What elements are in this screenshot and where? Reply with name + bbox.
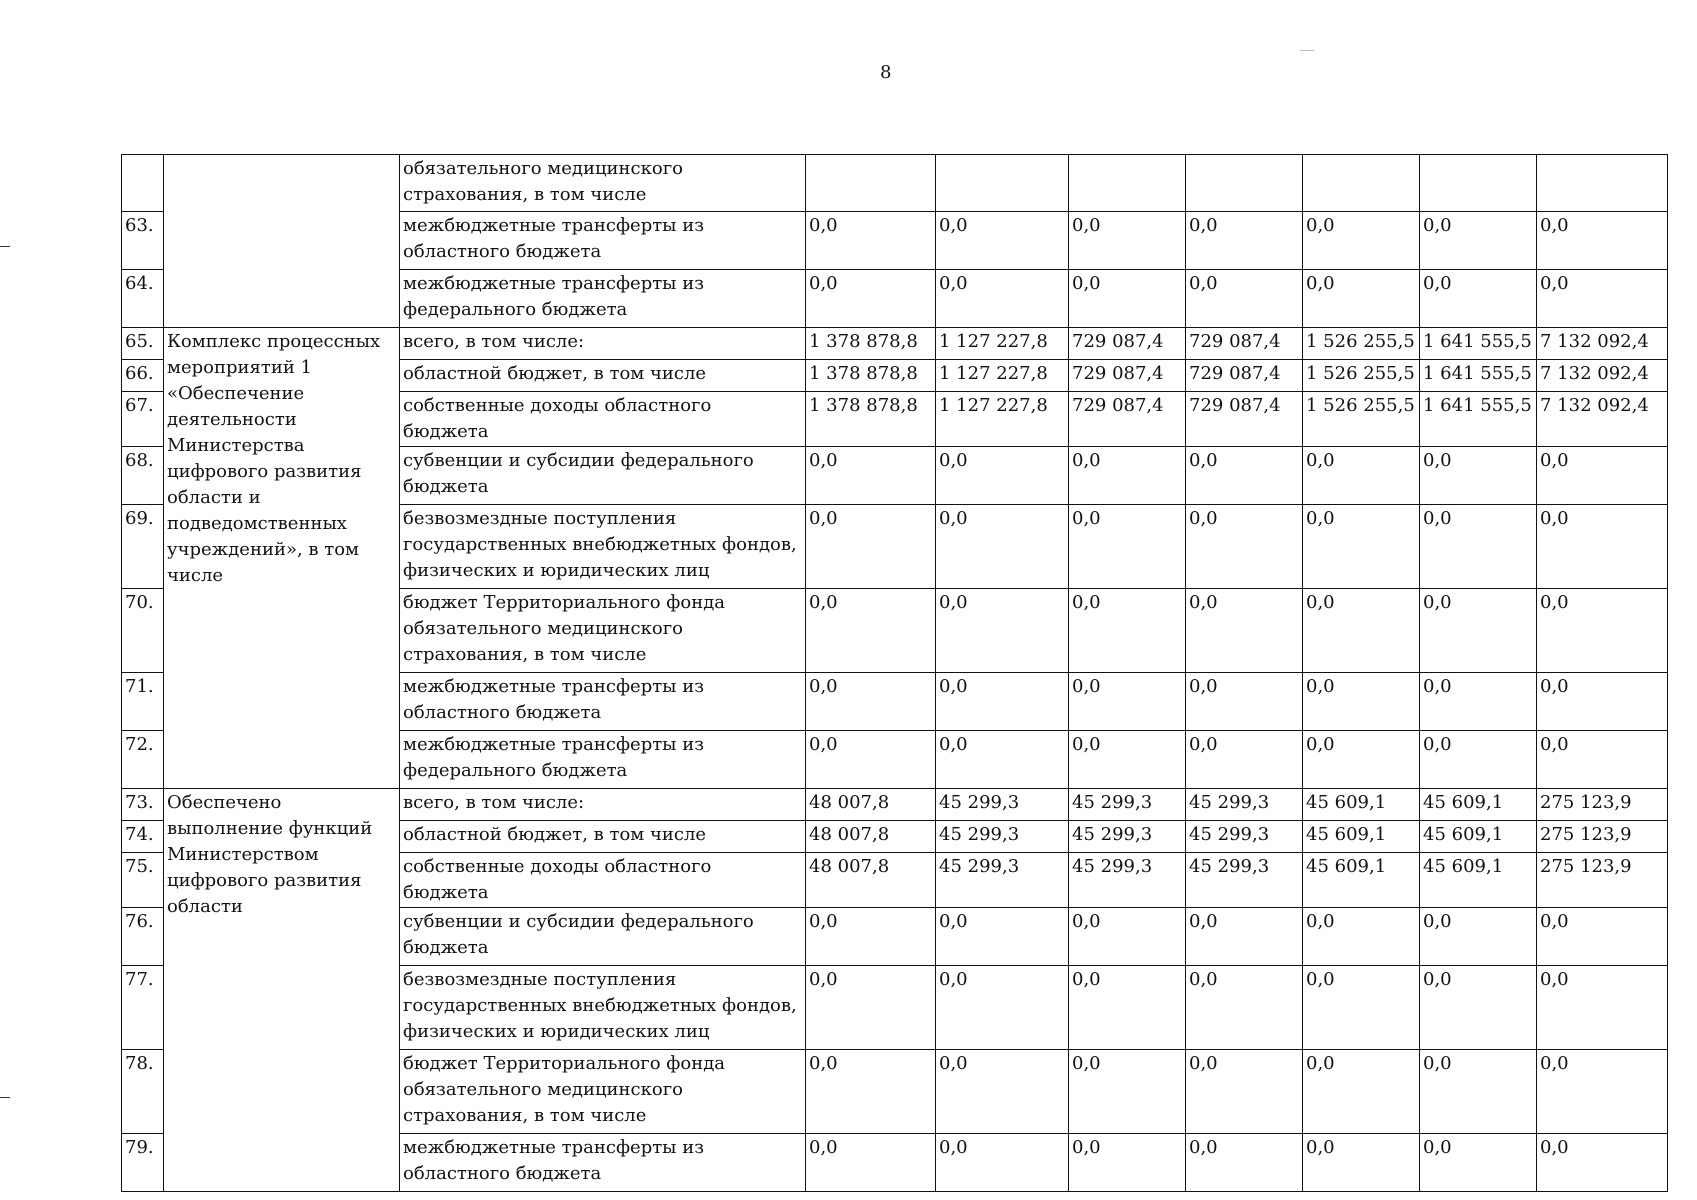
amount-cell: 0,0 [1303, 1134, 1420, 1192]
amount-cell: 45 299,3 [1186, 789, 1303, 821]
amount-cell: 0,0 [806, 908, 936, 966]
amount-cell: 45 609,1 [1420, 789, 1537, 821]
amount-cell: 0,0 [1186, 1134, 1303, 1192]
row-number: 65. [122, 328, 164, 360]
amount-cell: 0,0 [806, 966, 936, 1050]
amount-cell: 1 127 227,8 [936, 360, 1069, 392]
funding-source-label: областной бюджет, в том числе [400, 821, 806, 853]
amount-cell: 45 609,1 [1303, 853, 1420, 908]
row-number: 63. [122, 212, 164, 270]
amount-cell [1420, 155, 1537, 212]
row-number: 74. [122, 821, 164, 853]
amount-cell: 0,0 [1186, 505, 1303, 589]
amount-cell: 0,0 [1303, 212, 1420, 270]
row-number: 70. [122, 589, 164, 673]
amount-cell: 0,0 [1069, 505, 1186, 589]
amount-cell: 0,0 [936, 212, 1069, 270]
amount-cell [806, 155, 936, 212]
amount-cell: 45 609,1 [1303, 789, 1420, 821]
funding-source-label: бюджет Территориального фонда обязательного медицинского страхования, в том числе [400, 1050, 806, 1134]
amount-cell: 1 127 227,8 [936, 392, 1069, 447]
amount-cell: 1 526 255,5 [1303, 392, 1420, 447]
amount-cell: 729 087,4 [1186, 328, 1303, 360]
funding-source-label: субвенции и субсидии федерального бюджета [400, 908, 806, 966]
amount-cell: 0,0 [806, 673, 936, 731]
amount-cell: 275 123,9 [1537, 853, 1668, 908]
budget-table [121, 154, 1668, 1192]
funding-source-label: межбюджетные трансферты из областного бюджета [400, 673, 806, 731]
amount-cell: 0,0 [806, 270, 936, 328]
amount-cell: 0,0 [1303, 447, 1420, 505]
amount-cell: 0,0 [1186, 1050, 1303, 1134]
amount-cell: 0,0 [806, 1134, 936, 1192]
amount-cell: 0,0 [1303, 731, 1420, 789]
amount-cell [1537, 155, 1668, 212]
row-number: 68. [122, 447, 164, 505]
group-title: Обеспечено выполнение функций Министерством цифрового развития области [164, 789, 400, 1192]
amount-cell: 1 378 878,8 [806, 392, 936, 447]
amount-cell: 0,0 [1186, 270, 1303, 328]
amount-cell [1186, 155, 1303, 212]
amount-cell: 1 378 878,8 [806, 328, 936, 360]
amount-cell: 0,0 [1537, 505, 1668, 589]
amount-cell: 0,0 [1069, 966, 1186, 1050]
amount-cell: 45 299,3 [1069, 821, 1186, 853]
group-title: Комплекс процессных мероприятий 1 «Обеспечение деятельности Министерства цифрового развития области и подведомственных учреждений», в том числе [164, 328, 400, 789]
amount-cell: 45 299,3 [1186, 821, 1303, 853]
funding-source-label: всего, в том числе: [400, 789, 806, 821]
row-number: 67. [122, 392, 164, 447]
page-number: 8 [880, 62, 892, 83]
row-number [122, 155, 164, 212]
amount-cell: 0,0 [936, 731, 1069, 789]
funding-source-label: межбюджетные трансферты из областного бюджета [400, 212, 806, 270]
amount-cell: 0,0 [1186, 447, 1303, 505]
amount-cell [1303, 155, 1420, 212]
funding-source-label: обязательного медицинского страхования, в том числе [400, 155, 806, 212]
table-row [122, 789, 1668, 821]
amount-cell: 45 299,3 [1186, 853, 1303, 908]
amount-cell: 48 007,8 [806, 853, 936, 908]
amount-cell: 0,0 [806, 731, 936, 789]
amount-cell: 1 641 555,5 [1420, 328, 1537, 360]
row-number: 75. [122, 853, 164, 908]
amount-cell: 0,0 [1537, 1050, 1668, 1134]
amount-cell: 0,0 [1420, 673, 1537, 731]
amount-cell: 0,0 [1069, 1050, 1186, 1134]
amount-cell: 0,0 [1186, 966, 1303, 1050]
amount-cell: 0,0 [1420, 1134, 1537, 1192]
amount-cell: 729 087,4 [1186, 392, 1303, 447]
amount-cell: 0,0 [1537, 731, 1668, 789]
amount-cell: 0,0 [936, 270, 1069, 328]
amount-cell: 0,0 [936, 673, 1069, 731]
amount-cell: 0,0 [1420, 731, 1537, 789]
amount-cell: 0,0 [1537, 212, 1668, 270]
funding-source-label: субвенции и субсидии федерального бюджета [400, 447, 806, 505]
amount-cell: 0,0 [1537, 270, 1668, 328]
margin-mark-top [0, 246, 10, 247]
row-number: 79. [122, 1134, 164, 1192]
amount-cell: 0,0 [1069, 908, 1186, 966]
amount-cell: 0,0 [1537, 589, 1668, 673]
amount-cell: 7 132 092,4 [1537, 392, 1668, 447]
corner-mark [1300, 50, 1314, 51]
funding-source-label: собственные доходы областного бюджета [400, 392, 806, 447]
amount-cell: 7 132 092,4 [1537, 328, 1668, 360]
amount-cell: 0,0 [1186, 731, 1303, 789]
amount-cell: 0,0 [1537, 966, 1668, 1050]
table-row [122, 328, 1668, 360]
amount-cell: 0,0 [1186, 212, 1303, 270]
amount-cell: 45 609,1 [1420, 853, 1537, 908]
amount-cell: 45 299,3 [936, 789, 1069, 821]
amount-cell: 0,0 [1537, 1134, 1668, 1192]
amount-cell: 0,0 [1303, 589, 1420, 673]
amount-cell: 0,0 [1420, 505, 1537, 589]
amount-cell: 0,0 [936, 1134, 1069, 1192]
amount-cell: 0,0 [1069, 673, 1186, 731]
row-number: 76. [122, 908, 164, 966]
amount-cell: 0,0 [1303, 908, 1420, 966]
amount-cell: 0,0 [1537, 673, 1668, 731]
amount-cell: 729 087,4 [1186, 360, 1303, 392]
amount-cell: 1 641 555,5 [1420, 360, 1537, 392]
amount-cell: 0,0 [1069, 212, 1186, 270]
amount-cell: 0,0 [936, 908, 1069, 966]
row-number: 71. [122, 673, 164, 731]
funding-source-label: межбюджетные трансферты из федерального бюджета [400, 270, 806, 328]
amount-cell: 0,0 [1537, 908, 1668, 966]
amount-cell: 0,0 [936, 1050, 1069, 1134]
amount-cell: 48 007,8 [806, 789, 936, 821]
amount-cell: 7 132 092,4 [1537, 360, 1668, 392]
amount-cell: 0,0 [936, 447, 1069, 505]
amount-cell: 0,0 [1069, 1134, 1186, 1192]
table-row [122, 155, 1668, 212]
amount-cell: 275 123,9 [1537, 821, 1668, 853]
amount-cell: 0,0 [936, 505, 1069, 589]
row-number: 72. [122, 731, 164, 789]
amount-cell: 0,0 [1186, 908, 1303, 966]
amount-cell: 0,0 [1186, 589, 1303, 673]
row-number: 73. [122, 789, 164, 821]
amount-cell: 0,0 [1303, 270, 1420, 328]
amount-cell: 0,0 [1420, 447, 1537, 505]
amount-cell: 0,0 [1069, 589, 1186, 673]
funding-source-label: бюджет Территориального фонда обязательного медицинского страхования, в том числе [400, 589, 806, 673]
amount-cell: 45 609,1 [1303, 821, 1420, 853]
amount-cell: 0,0 [1420, 589, 1537, 673]
funding-source-label: межбюджетные трансферты из федерального бюджета [400, 731, 806, 789]
amount-cell: 0,0 [1303, 505, 1420, 589]
amount-cell: 0,0 [1303, 966, 1420, 1050]
amount-cell: 0,0 [1069, 731, 1186, 789]
amount-cell: 729 087,4 [1069, 392, 1186, 447]
amount-cell: 45 299,3 [936, 821, 1069, 853]
amount-cell: 0,0 [806, 505, 936, 589]
amount-cell: 0,0 [1069, 447, 1186, 505]
row-number: 66. [122, 360, 164, 392]
amount-cell [936, 155, 1069, 212]
amount-cell: 0,0 [1303, 1050, 1420, 1134]
amount-cell: 0,0 [1186, 673, 1303, 731]
funding-source-label: всего, в том числе: [400, 328, 806, 360]
group-title [164, 155, 400, 328]
funding-source-label: безвозмездные поступления государственных внебюджетных фондов, физических и юридических лиц [400, 966, 806, 1050]
funding-source-label: собственные доходы областного бюджета [400, 853, 806, 908]
amount-cell: 48 007,8 [806, 821, 936, 853]
amount-cell: 1 526 255,5 [1303, 328, 1420, 360]
amount-cell: 1 641 555,5 [1420, 392, 1537, 447]
amount-cell: 0,0 [1420, 908, 1537, 966]
funding-source-label: межбюджетные трансферты из областного бюджета [400, 1134, 806, 1192]
amount-cell: 45 609,1 [1420, 821, 1537, 853]
amount-cell: 0,0 [1420, 270, 1537, 328]
amount-cell: 275 123,9 [1537, 789, 1668, 821]
amount-cell: 0,0 [1420, 1050, 1537, 1134]
amount-cell: 0,0 [1069, 270, 1186, 328]
row-number: 78. [122, 1050, 164, 1134]
amount-cell: 45 299,3 [1069, 853, 1186, 908]
amount-cell: 0,0 [936, 966, 1069, 1050]
amount-cell: 0,0 [1537, 447, 1668, 505]
row-number: 64. [122, 270, 164, 328]
amount-cell: 45 299,3 [936, 853, 1069, 908]
amount-cell: 0,0 [806, 589, 936, 673]
amount-cell: 0,0 [936, 589, 1069, 673]
amount-cell: 0,0 [1420, 966, 1537, 1050]
amount-cell [1069, 155, 1186, 212]
funding-source-label: безвозмездные поступления государственных внебюджетных фондов, физических и юридических лиц [400, 505, 806, 589]
margin-mark-bottom [0, 1097, 10, 1098]
amount-cell: 0,0 [1420, 212, 1537, 270]
amount-cell: 0,0 [806, 447, 936, 505]
funding-source-label: областной бюджет, в том числе [400, 360, 806, 392]
amount-cell: 1 526 255,5 [1303, 360, 1420, 392]
amount-cell: 729 087,4 [1069, 328, 1186, 360]
amount-cell: 729 087,4 [1069, 360, 1186, 392]
row-number: 77. [122, 966, 164, 1050]
amount-cell: 45 299,3 [1069, 789, 1186, 821]
amount-cell: 0,0 [806, 1050, 936, 1134]
amount-cell: 1 127 227,8 [936, 328, 1069, 360]
amount-cell: 1 378 878,8 [806, 360, 936, 392]
row-number: 69. [122, 505, 164, 589]
amount-cell: 0,0 [1303, 673, 1420, 731]
amount-cell: 0,0 [806, 212, 936, 270]
table-body [122, 155, 1668, 1192]
